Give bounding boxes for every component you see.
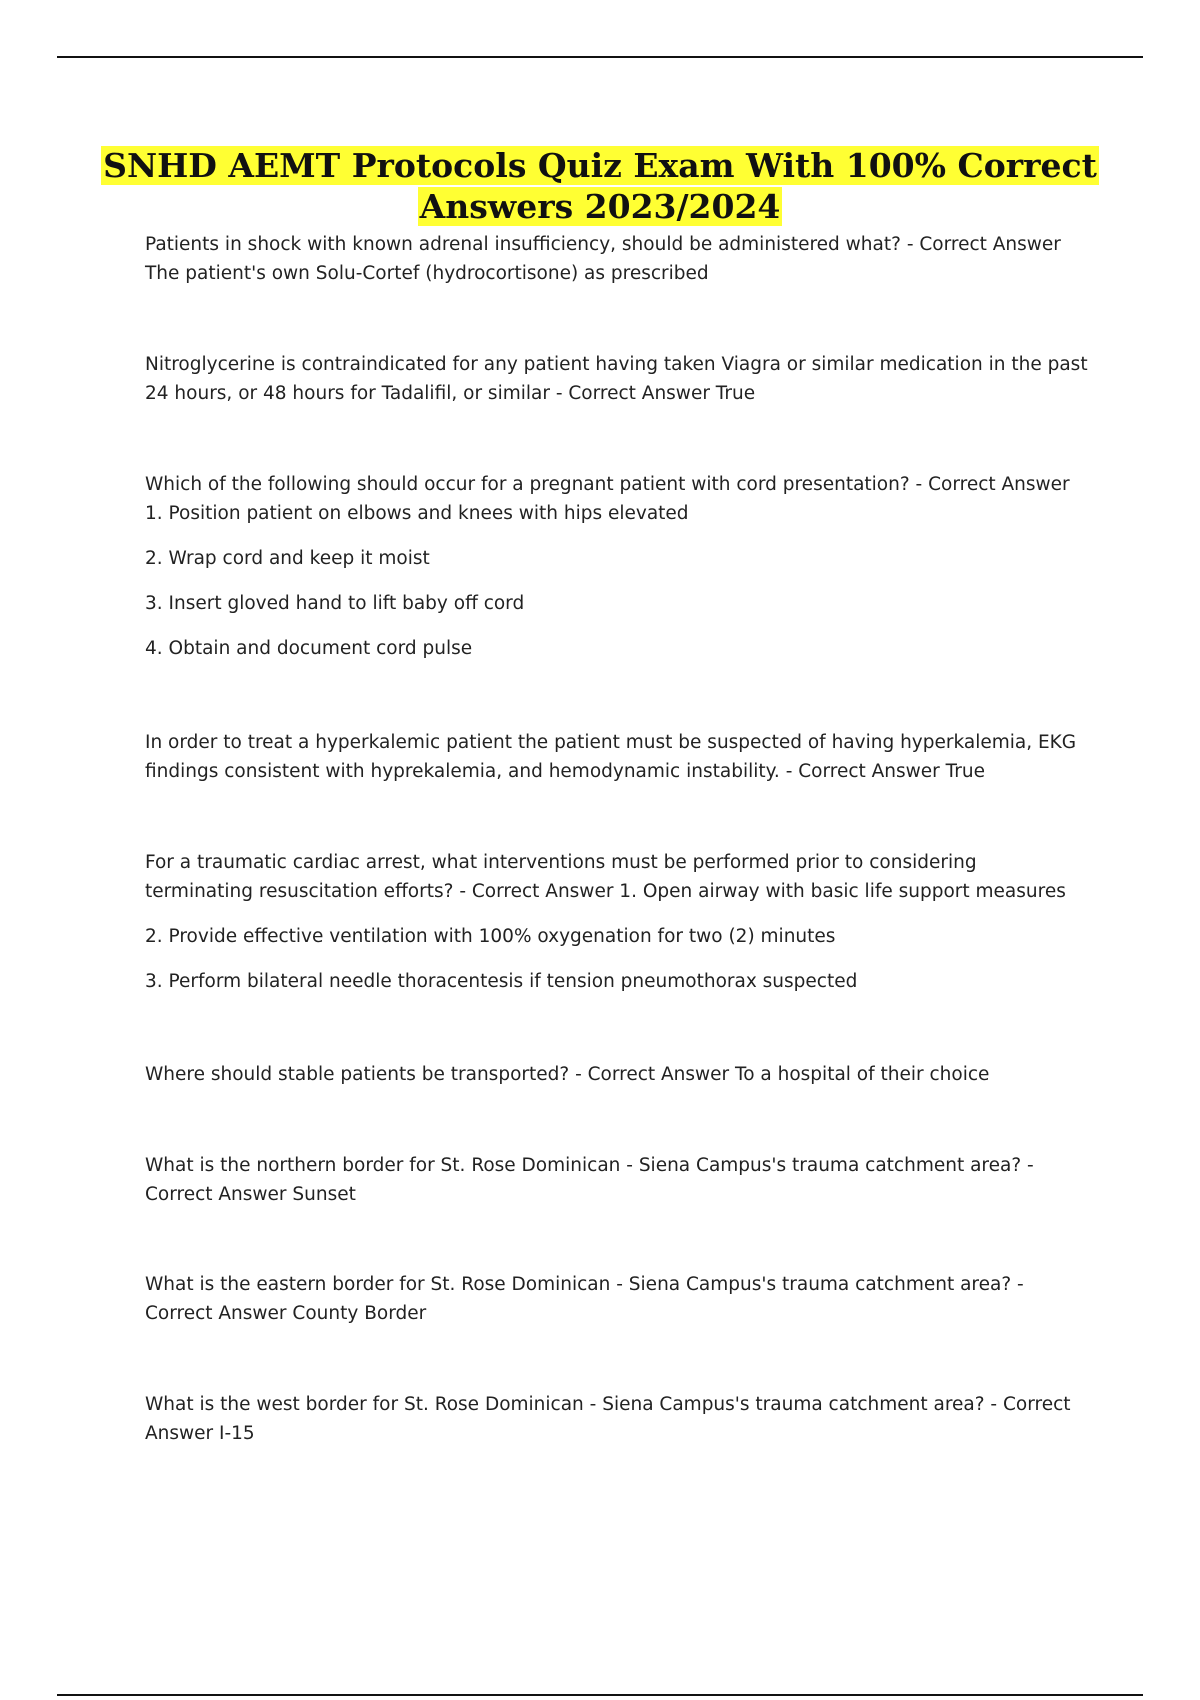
qa-item	[145, 1390, 1090, 1448]
qa-list-line: 2. Provide effective ventilation with 100% oxygenation for two (2) minutes	[145, 926, 836, 947]
qa-list-line: 3. Insert gloved hand to lift baby off cord	[145, 593, 525, 614]
qa-list-line: 3. Perform bilateral needle thoracentesis if tension pneumothorax suspected	[145, 971, 858, 992]
qa-text: Where should stable patients be transported? - Correct Answer To a hospital of their choice	[145, 1064, 990, 1085]
qa-text: Nitroglycerine is contraindicated for any patient having taken Viagra or similar medication in the past 24 hours, or 48 hours for Tadalifil, or similar - Correct Answer True	[145, 354, 1088, 404]
qa-text: Which of the following should occur for a pregnant patient with cord presentation? - Correct Answer 1. Position patient on elbows and knees with hips elevated	[145, 474, 1070, 524]
qa-text: Patients in shock with known adrenal insufficiency, should be administered what? - Correct Answer The patient's own Solu-Cortef (hydrocortisone) as prescribed	[145, 234, 1061, 284]
title-line-1: SNHD AEMT Protocols Quiz Exam With 100% Correct	[103, 146, 1097, 185]
qa-item	[145, 728, 1090, 786]
qa-text: For a traumatic cardiac arrest, what interventions must be performed prior to considering terminating resuscitation efforts? - Correct Answer 1. Open airway with basic life support measures	[145, 852, 1066, 902]
qa-item	[145, 470, 1090, 663]
qa-text: What is the west border for St. Rose Dominican - Siena Campus's trauma catchment area? - Correct Answer I-15	[145, 1394, 1071, 1444]
qa-text: What is the northern border for St. Rose Dominican - Siena Campus's trauma catchment area? - Correct Answer Sunset	[145, 1155, 1034, 1205]
qa-item	[145, 1270, 1090, 1328]
bottom-rule	[57, 1694, 1143, 1696]
qa-item	[145, 1151, 1090, 1209]
qa-list-line: 2. Wrap cord and keep it moist	[145, 548, 430, 569]
top-rule	[57, 56, 1143, 58]
qa-list-line: 4. Obtain and document cord pulse	[145, 638, 473, 659]
qa-item	[145, 1060, 1090, 1089]
qa-item	[145, 848, 1090, 996]
document-title	[100, 145, 1100, 227]
qa-text: What is the eastern border for St. Rose Dominican - Siena Campus's trauma catchment area? - Correct Answer County Border	[145, 1274, 1024, 1324]
title-line-2: Answers 2023/2024	[419, 187, 781, 226]
qa-item	[145, 230, 1090, 288]
qa-item	[145, 350, 1090, 408]
qa-text: In order to treat a hyperkalemic patient the patient must be suspected of having hyperkalemia, EKG findings consistent with hyprekalemia, and hemodynamic instability. - Correct Answer True	[145, 732, 1077, 782]
